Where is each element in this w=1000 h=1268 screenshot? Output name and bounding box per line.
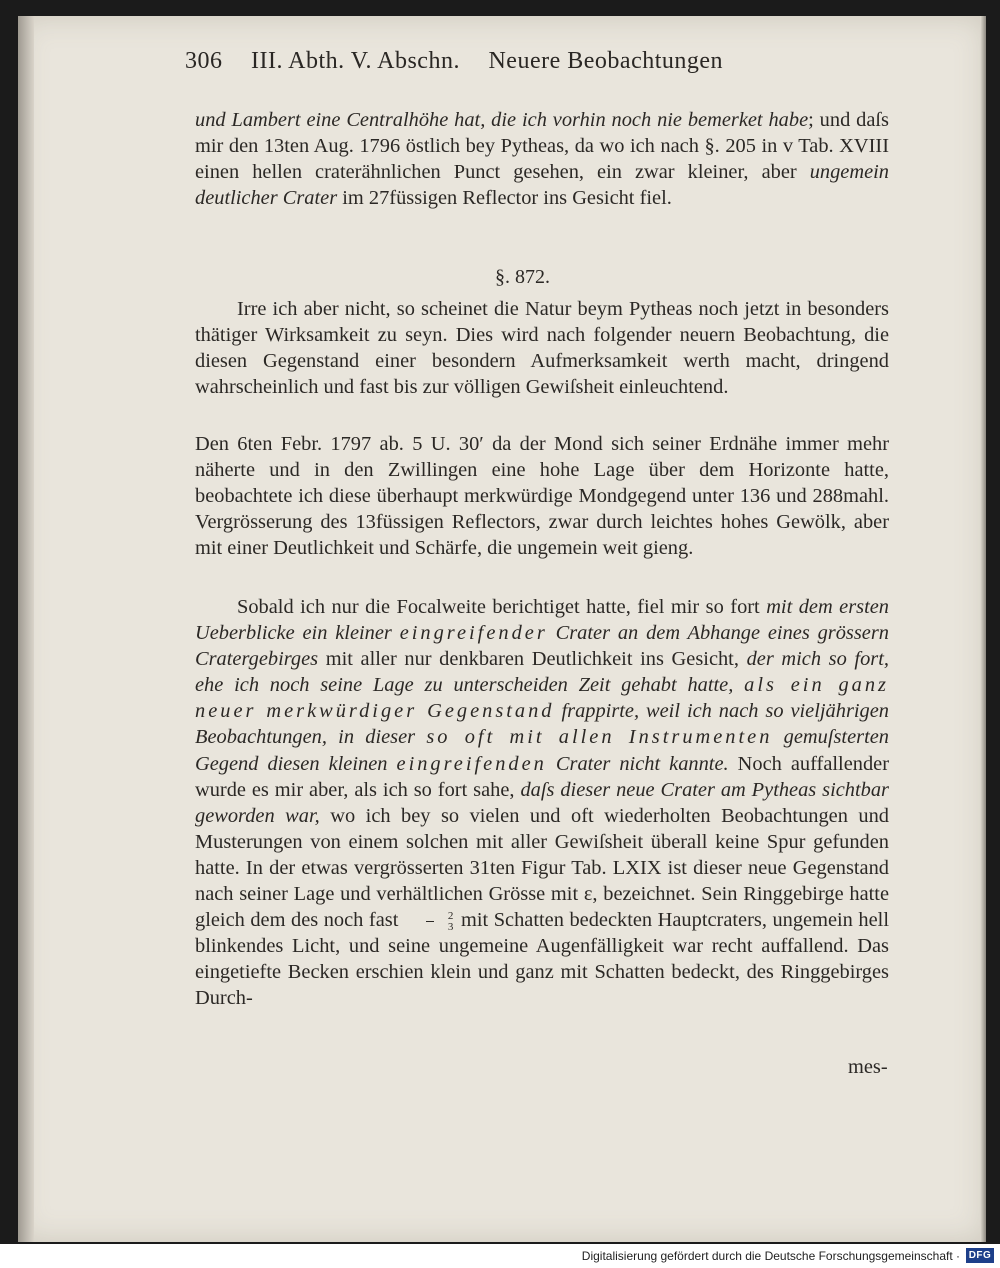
italic-phrase: daſs dieser neue Crater am Pytheas sichtbar geworden war, [195, 778, 889, 827]
fraction [406, 911, 454, 932]
paragraph-872-3 [195, 594, 889, 1012]
running-header [185, 48, 845, 75]
text-run: im 27füssigen Reflector ins Gesicht fiel. [342, 187, 672, 210]
italic-phrase: ungemein deutlicher Crater [195, 161, 889, 210]
spaced-phrase: eingreifender [399, 622, 548, 645]
running-title: Neuere Beobachtungen [488, 48, 724, 74]
text-run: ; und daſs mir den 13ten Aug. 1796 östlich bey Pytheas, da wo ich nach §. 205 in v Tab. XVIII einen hellen craterähnlichen Punct gesehen, ein zwar kleiner, aber [195, 109, 889, 184]
catchword: mes- [848, 1056, 888, 1078]
spaced-phrase: so oft mit allen Instrumenten [426, 726, 773, 749]
spaced-phrase: als ein ganz neuer merkwürdiger Gegenstand [195, 674, 889, 723]
italic-phrase: mit dem ersten Ueberblicke ein kleiner [195, 596, 889, 645]
italic-phrase: Crater an dem Abhange eines grössern Cratergebirges [195, 622, 889, 671]
text-run: Sobald ich nur die Focalweite berichtiget hatte, fiel mir so fort [237, 596, 760, 618]
text-run: , bezeichnet. Sein Ringgebirge hatte gleich dem des noch fast [195, 883, 889, 932]
dfg-logo: DFG [966, 1248, 994, 1263]
fraction-denominator: 3 [447, 920, 454, 933]
paragraph-text: Den 6ten Febr. 1797 ab. 5 U. 30′ da der Mond sich seiner Erdnähe immer mehr näherte und in den Zwillingen eine hohe Lage über dem Horizonte hatte, beobachtete ich diese überhaupt merkwürdige Mondgegend unter 136 und 288mahl. Vergrösserung des 13füssigen Reflectors, zwar durch leichtes hohes Gewölk, aber mit einer Deutlichkeit und Schärfe, die ungemein weit gieng. [195, 433, 889, 560]
continued-paragraph [195, 107, 889, 211]
section-label: III. Abth. V. Abschn. [251, 48, 460, 74]
fraction-numerator: 2 [447, 909, 454, 922]
page-edge [980, 16, 986, 1242]
paragraph-872-1 [195, 296, 889, 400]
italic-phrase: gemuſsterten Gegend diesen kleinen [195, 726, 889, 775]
paragraph-872-2 [195, 431, 889, 561]
section-heading: §. 872. [495, 266, 550, 288]
footer-credit: Digitalisierung gefördert durch die Deutsche Forschungsgemeinschaft · [581, 1249, 960, 1263]
italic-phrase: der mich so fort, ehe ich noch seine Lage zu unterscheiden Zeit gehabt hatte, [195, 648, 889, 697]
italic-phrase: und Lambert eine Centralhöhe hat, die ich vorhin noch nie bemerket [195, 109, 763, 131]
italic-phrase: habe [768, 109, 809, 131]
page-gutter [18, 16, 34, 1242]
text-run: Noch auffallender wurde es mir aber, als ich so fort sahe, [195, 752, 889, 801]
text-run: mit aller nur denkbaren Deutlichkeit ins Gesicht, [325, 648, 739, 671]
figure-mark: ε [583, 883, 593, 906]
paragraph-text: Irre ich aber nicht, so scheinet die Natur beym Pytheas noch jetzt in besonders thätiger Wirksamkeit zu seyn. Dies wird nach folgender neuern Beobachtung, die diesen Gegenstand einer besondern Aufmerksamkeit werth macht, dringend wahrscheinlich und fast bis zur völligen Gewiſsheit einleuchtend. [195, 298, 889, 399]
italic-phrase: Crater nicht kannte. [555, 752, 729, 775]
text-run: wo ich bey so vielen und oft wiederholten Beobachtungen und Musterungen von einem solchen mit aller Gewiſsheit überall keine Spur gefunden hatte. In der etwas vergrösserten 31ten Figur Tab. LXIX ist dieser neue Gegenstand nach seiner Lage und verhältlichen Grösse mit [195, 804, 889, 906]
footer-bar [0, 1244, 1000, 1268]
page-number: 306 [185, 48, 223, 74]
text-run: mit Schatten bedeckten Hauptcraters, ungemein hell blinkendes Licht, und seine ungemeine Augenfälligkeit war recht auffallend. Das eingetiefte Becken erschien klein und ganz mit Schatten bedeckt, des Ringgebirges Durch- [195, 909, 889, 1010]
spaced-phrase: eingreifenden [396, 752, 547, 775]
italic-phrase: frappirte, weil ich nach so vieljährigen Beobachtungen, in dieser [195, 700, 889, 749]
